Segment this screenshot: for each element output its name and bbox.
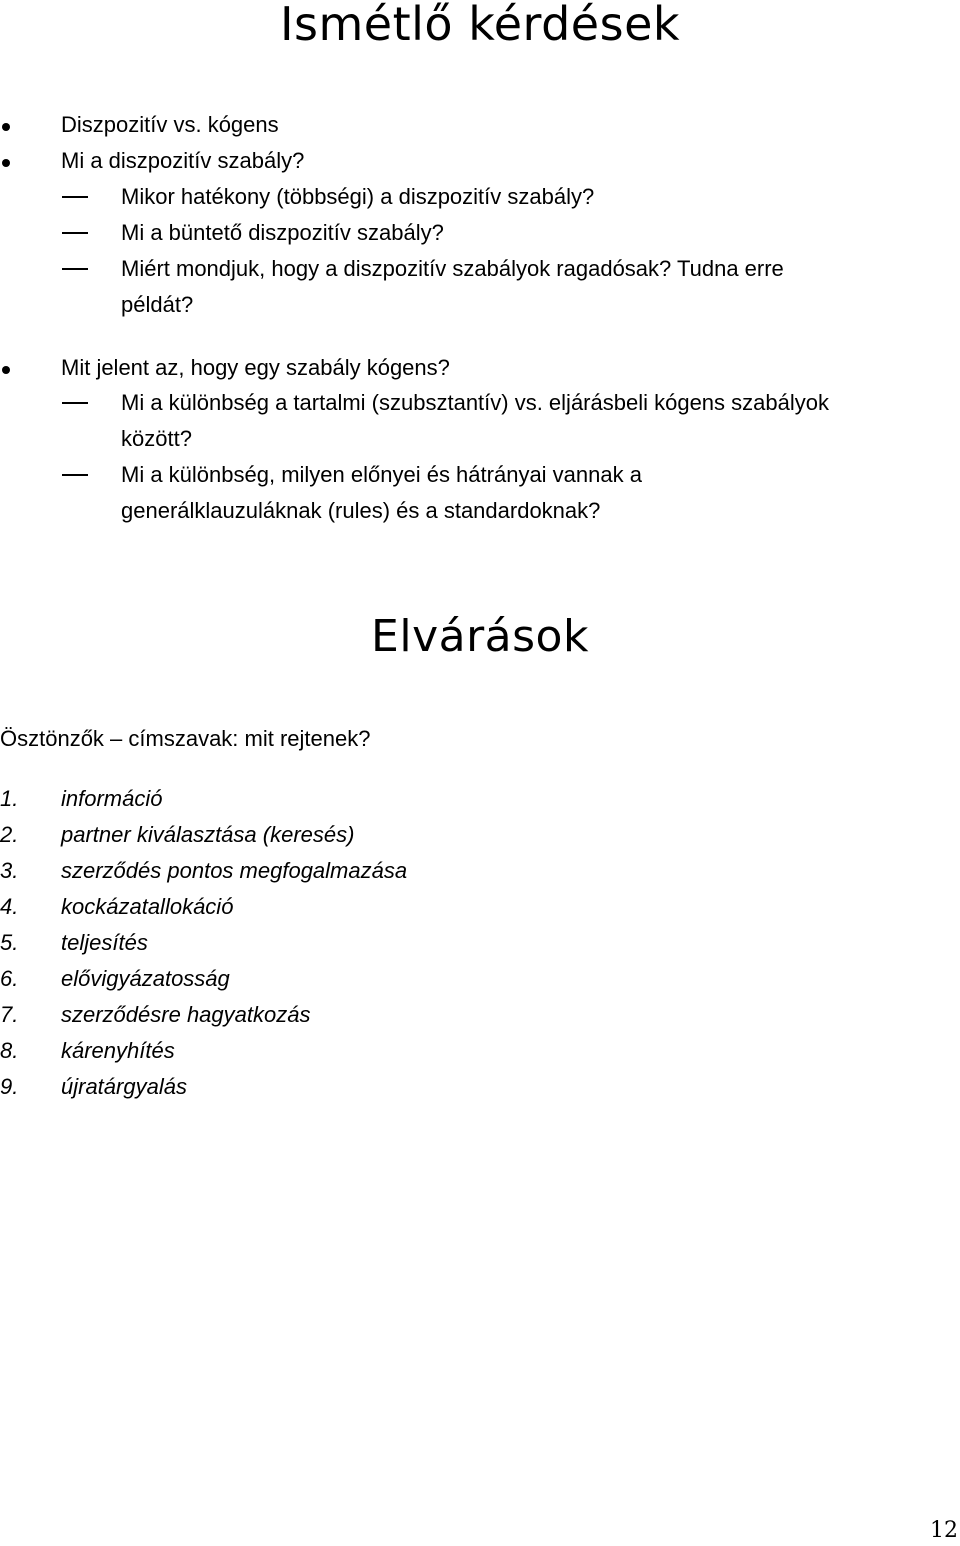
list-item: kárenyhítés: [61, 1038, 175, 1063]
list-number: 2.: [0, 822, 19, 847]
sub-list-item: Mi a büntető diszpozitív szabály?: [121, 220, 444, 245]
list-number: 1.: [0, 786, 19, 811]
sub-list-item: Mikor hatékony (többségi) a diszpozitív szabály?: [121, 184, 595, 209]
sub-list-item: Miért mondjuk, hogy a diszpozitív szabályok ragadósak? Tudna erre: [121, 256, 784, 281]
list-number: 6.: [0, 966, 19, 991]
section-title-ismetlo-kerdesek: Ismétlő kérdések: [279, 0, 681, 51]
sub-list-item-continuation: példát?: [121, 292, 194, 317]
sub-list-item: Mi a különbség a tartalmi (szubsztantív) vs. eljárásbeli kógens szabályok: [121, 390, 829, 415]
list-item: Diszpozitív vs. kógens: [61, 112, 279, 137]
list-number: 4.: [0, 894, 19, 919]
dash-icon: [62, 232, 88, 234]
sub-list-item-continuation: generálklauzuláknak (rules) és a standardoknak?: [121, 498, 601, 523]
dash-icon: [62, 402, 88, 404]
list-item: Mit jelent az, hogy egy szabály kógens?: [61, 355, 450, 380]
list-item: újratárgyalás: [61, 1074, 187, 1099]
list-number: 9.: [0, 1074, 19, 1099]
list-item: partner kiválasztása (keresés): [61, 822, 355, 847]
list-item: információ: [61, 786, 163, 811]
intro-text: Ösztönzők – címszavak: mit rejtenek?: [0, 726, 371, 751]
list-number: 3.: [0, 858, 19, 883]
list-item: kockázatallokáció: [61, 894, 234, 919]
dash-icon: [62, 268, 88, 270]
list-item: szerződés pontos megfogalmazása: [61, 858, 408, 883]
list-number: 8.: [0, 1038, 19, 1063]
dash-icon: [62, 196, 88, 198]
section-title-elvarasok: Elvárások: [371, 611, 589, 662]
list-item: elővigyázatosság: [61, 966, 230, 991]
dash-icon: [62, 474, 88, 476]
list-number: 5.: [0, 930, 19, 955]
bullet-icon: [2, 159, 10, 167]
list-item: teljesítés: [61, 930, 148, 955]
sub-list-item-continuation: között?: [121, 426, 192, 451]
list-number: 7.: [0, 1002, 19, 1027]
bullet-icon: [2, 123, 10, 131]
list-item: Mi a diszpozitív szabály?: [61, 148, 305, 173]
bullet-icon: [2, 366, 10, 374]
list-item: szerződésre hagyatkozás: [61, 1002, 311, 1027]
sub-list-item: Mi a különbség, milyen előnyei és hátrányai vannak a: [121, 462, 642, 487]
page-number: 12: [930, 1518, 958, 1543]
